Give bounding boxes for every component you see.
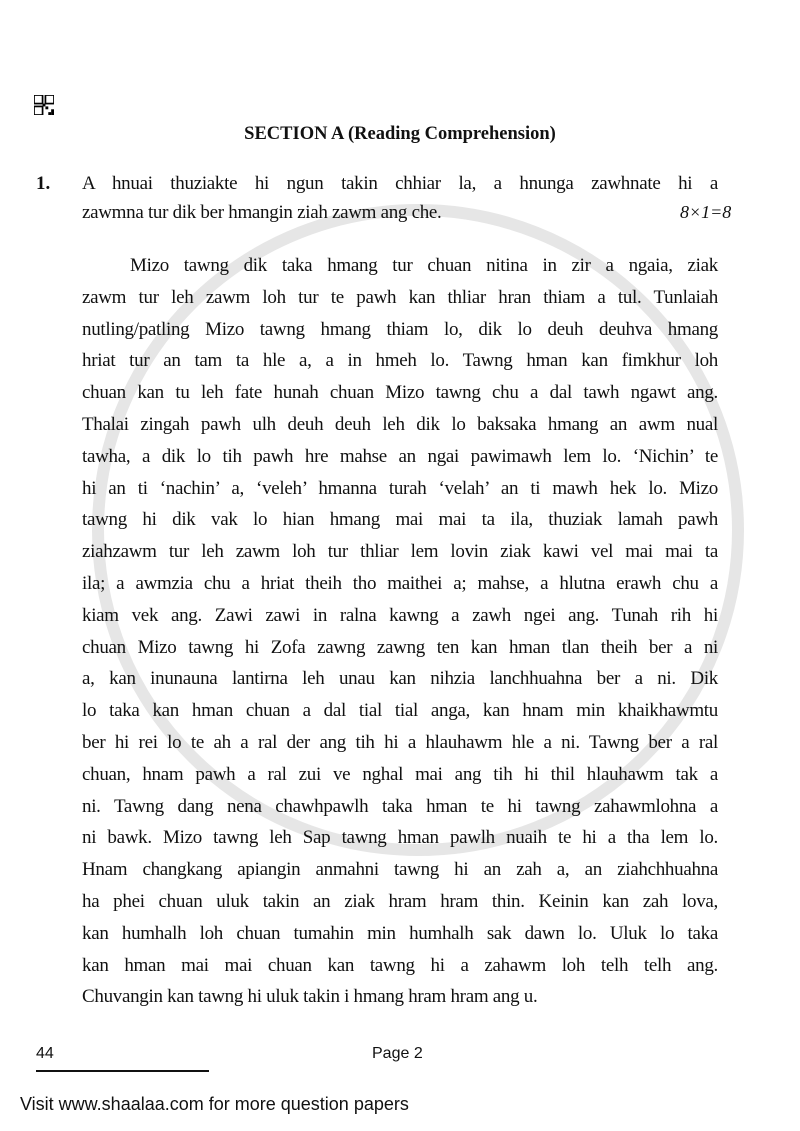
passage-line: zawm tur leh zawm loh tur te pawh kan thliar hran thiam a tul. Tunlaiah bbox=[82, 286, 718, 308]
passage-line: lo taka kan hman chuan a dal tial tial anga, kan hnam min khaikhawmtu bbox=[82, 700, 718, 722]
passage-line: Chuvangin kan tawng hi uluk takin i hmang hram hram ang u. bbox=[82, 986, 538, 1008]
question-marks: 8×1=8 bbox=[680, 202, 732, 222]
passage-line: Thalai zingah pawh ulh deuh deuh leh dik lo baksaka hmang an awm nual bbox=[82, 414, 718, 435]
passage-line: Hnam changkang apiangin anmahni tawng hi an zah a, an ziahchhuahna bbox=[82, 859, 718, 881]
qr-code-icon bbox=[34, 95, 54, 115]
question-text-line-1: A hnuai thuziakte hi ngun takin chhiar la, a hnunga zawhnate hi a bbox=[82, 173, 718, 194]
passage-line: hriat tur an tam ta hle a, a in hmeh lo. Tawng hman kan fimkhur loh bbox=[82, 350, 718, 372]
passage-line: ziahzawm tur leh zawm loh tur thliar lem lovin ziak kawi vel mai mai ta bbox=[82, 541, 718, 563]
visit-footer-link[interactable]: Visit www.shaalaa.com for more question papers bbox=[20, 1094, 409, 1114]
passage-line: kan humhalh loh chuan tumahin min humhalh sak dawn lo. Uluk lo taka bbox=[82, 922, 718, 944]
passage-line: hi an ti ‘nachin’ a, ‘veleh’ hmanna turah ‘velah’ an ti mawh hek lo. Mizo bbox=[82, 477, 718, 499]
passage-line: ni bawk. Mizo tawng leh Sap tawng hman pawlh nuaih te hi a tha lem lo. bbox=[82, 827, 718, 849]
passage-line: kan hman mai mai chuan kan tawng hi a zahawm loh telh telh ang. bbox=[82, 954, 718, 976]
footer-rule bbox=[36, 1070, 209, 1072]
passage-line: ber hi rei lo te ah a ral der ang tih hi a hlauhawm hle a ni. Tawng ber a ral bbox=[82, 732, 718, 753]
passage-line: kiam vek ang. Zawi zawi in ralna kawng a zawh ngei ang. Tunah rih hi bbox=[82, 604, 718, 626]
passage-line: Mizo tawng dik taka hmang tur chuan nitina in zir a ngaia, ziak bbox=[130, 255, 718, 276]
page-number: Page 2 bbox=[372, 1045, 423, 1062]
passage-line: chuan kan tu leh fate hunah chuan Mizo tawng chu a dal tawh ngawt ang. bbox=[82, 382, 718, 404]
passage-line: ni. Tawng dang nena chawhpawlh taka hman te hi tawng zahawmlohna a bbox=[82, 795, 718, 817]
question-text-line-2: zawmna tur dik ber hmangin ziah zawm ang che. bbox=[82, 202, 442, 223]
passage-line: nutling/patling Mizo tawng hmang thiam lo, dik lo deuh deuhva hmang bbox=[82, 318, 718, 340]
passage-line: ila; a awmzia chu a hriat theih tho maithei a; mahse, a hlutna erawh chu a bbox=[82, 573, 718, 594]
passage-line: ha phei chuan uluk takin an ziak hram hram thin. Keinin kan zah lova, bbox=[82, 891, 718, 912]
passage-line: a, kan inunauna lantirna leh unau kan nihzia lanchhuahna ber a ni. Dik bbox=[82, 668, 718, 690]
section-title: SECTION A (Reading Comprehension) bbox=[244, 124, 556, 144]
passage-line: chuan Mizo tawng hi Zofa zawng zawng ten kan hman tlan theih ber a ni bbox=[82, 636, 718, 658]
passage-line: chuan, hnam pawh a ral zui ve nghal mai ang tih hi thil hlauhawm tak a bbox=[82, 763, 718, 785]
question-number: 1. bbox=[36, 173, 51, 194]
page-code: 44 bbox=[36, 1045, 54, 1062]
passage-line: tawha, a dik lo tih pawh hre mahse an ngai pawimawh lem lo. ‘Nichin’ te bbox=[82, 445, 718, 467]
passage-line: tawng hi dik vak lo hian hmang mai mai ta ila, thuziak lamah pawh bbox=[82, 509, 718, 531]
